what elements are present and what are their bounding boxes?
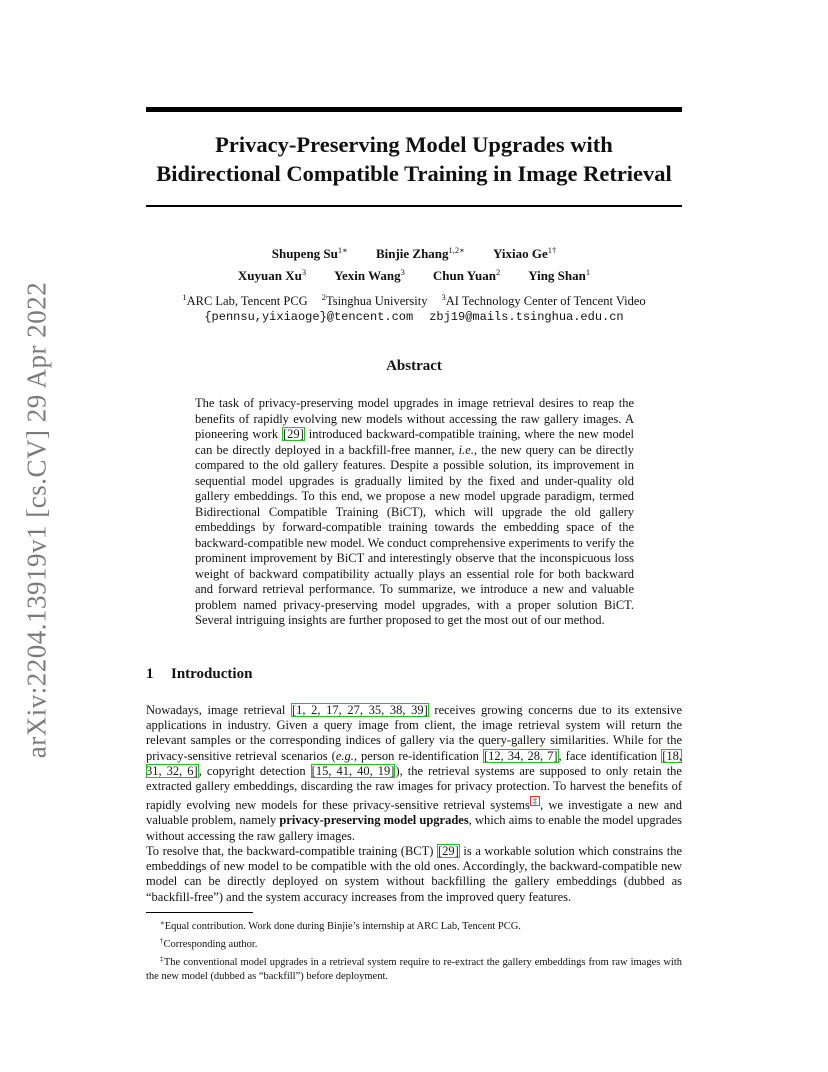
title-top-rule: [146, 107, 682, 112]
footnote: ‡The conventional model upgrades in a retrieval system require to re-extract the gallery embeddings from raw images with the new model (dubbed as “backfill”) before deployment.: [146, 955, 683, 982]
title-bottom-rule: [146, 205, 682, 207]
email: zbj19@mails.tsinghua.edu.cn: [429, 310, 624, 324]
author-list: [146, 241, 682, 285]
citation-link[interactable]: [15, 41, 40, 19]: [311, 763, 395, 778]
citation-link[interactable]: [29]: [438, 844, 459, 858]
affiliations: [146, 289, 682, 325]
affiliation: $^3$AI Technology Center of Tencent Video: [441, 292, 646, 308]
footnote-rule: [146, 912, 253, 913]
citation-link[interactable]: [12, 34, 28, 7]: [483, 748, 558, 763]
author: Chun Yuan$^2$: [432, 267, 501, 283]
affiliation: $^1$ARC Lab, Tencent PCG: [182, 292, 308, 308]
intro-paragraph-1: Nowadays, image retrieval [1, 2, 17, 27, 35, 38, 39] receives growing concerns due to its extensive applications in industry. Given a query image from client, the image retrieval system will return the relevant samples or the corresponding indices of gallery via the query-gallery similarities. While for the privacy-sensitive retrieval scenarios (e.g., person re-identification [12, 34, 28, 7], face identification [18, 31, 32, 6], copyright detection [15, 41, 40, 19]), the retrieval systems are supposed to only retain the extracted gallery embeddings, discarding the raw images for privacy protection. To harvest the benefits of rapidly evolving new models for these privacy-sensitive retrieval systems‡, we investigate a new and valuable problem, namely privacy-preserving model upgrades, which aims to enable the model upgrades without accessing the raw gallery images.: [146, 703, 682, 843]
footnotes: [146, 916, 682, 984]
arxiv-side-identifier: [12, 281, 62, 759]
author: Ying Shan$^1$: [528, 267, 591, 283]
author: Xuyuan Xu$^3$: [237, 267, 307, 283]
footnote: ∗Equal contribution. Work done during Binjie’s internship at ARC Lab, Tencent PCG.: [160, 919, 521, 932]
affiliation-row: [146, 289, 682, 309]
author: Yixiao $Ge^{1\dagger}$: [492, 245, 557, 261]
abstract-text: The task of privacy-preserving model upgrades in image retrieval desires to reap the benefits of rapidly evolving new models without accessing the raw gallery images. A pioneering work [29] introduced backward-compatible training, where the new model can be directly deployed in a backfill-free manner, i.e., the new query can be directly compared to the old gallery features. Despite a possible solution, its improvement in sequential model upgrades is gradually limited by the fixed and under-quality old gallery embeddings. To this end, we propose a new model upgrade paradigm, termed Bidirectional Compatible Training (BiCT), which will upgrade the old gallery embeddings by forward-compatible training towards the embedding space of the backward-compatible new model. We conduct comprehensive experiments to verify the prominent improvement by BiCT and interestingly observe that the inconspicuous loss weight of backward compatibility actually plays an essential role for both backward and forward retrieval performance. To summarize, we introduce a new and valuable problem named privacy-preserving model upgrades, with a proper solution BiCT. Several intriguing insights are further proposed to get the most out of our method.: [195, 396, 634, 627]
affiliation: $^2$Tsinghua University: [321, 292, 428, 308]
author: Binjie Zhang$^{1,2∗}$: [375, 245, 465, 261]
author-row-1: [146, 241, 682, 263]
paper-title: [146, 130, 682, 188]
citation-link[interactable]: [29]: [283, 427, 304, 441]
title-line-1: Privacy-Preserving Model Upgrades with: [215, 132, 613, 157]
email: {pennsu,yixiaoge}@tencent.com: [204, 310, 414, 324]
citation-link[interactable]: [1, 2, 17, 27, 35, 38, 39]: [291, 703, 428, 717]
section-heading-introduction: 1 Introduction: [146, 666, 253, 682]
intro-paragraph-2: To resolve that, the backward-compatible training (BCT) [29] is a workable solution which constrains the embeddings of new model to be compatible with the old ones. Accordingly, the backward-compatible new model can be directly deployed on system without backfilling the gallery embeddings (dubbed as “backfill-free”) and the system accuracy increases from the improved query features.: [146, 844, 682, 904]
email-row: [146, 309, 682, 325]
arxiv-id-text: arXiv:2204.13919v1 [cs.CV] 29 Apr 2022: [21, 281, 52, 759]
author-row-2: [146, 263, 682, 285]
footnote-link[interactable]: ‡: [530, 796, 540, 807]
footnote: †Corresponding author.: [160, 937, 258, 950]
author: Shupeng $Su^{1∗}$: [271, 245, 348, 261]
abstract-heading: Abstract: [386, 358, 442, 374]
title-line-2: Bidirectional Compatible Training in Image Retrieval: [156, 161, 672, 186]
citation-link[interactable]: [18, 31, 32, 6]: [146, 748, 682, 778]
author: Yexin Wang$^3$: [334, 267, 405, 283]
